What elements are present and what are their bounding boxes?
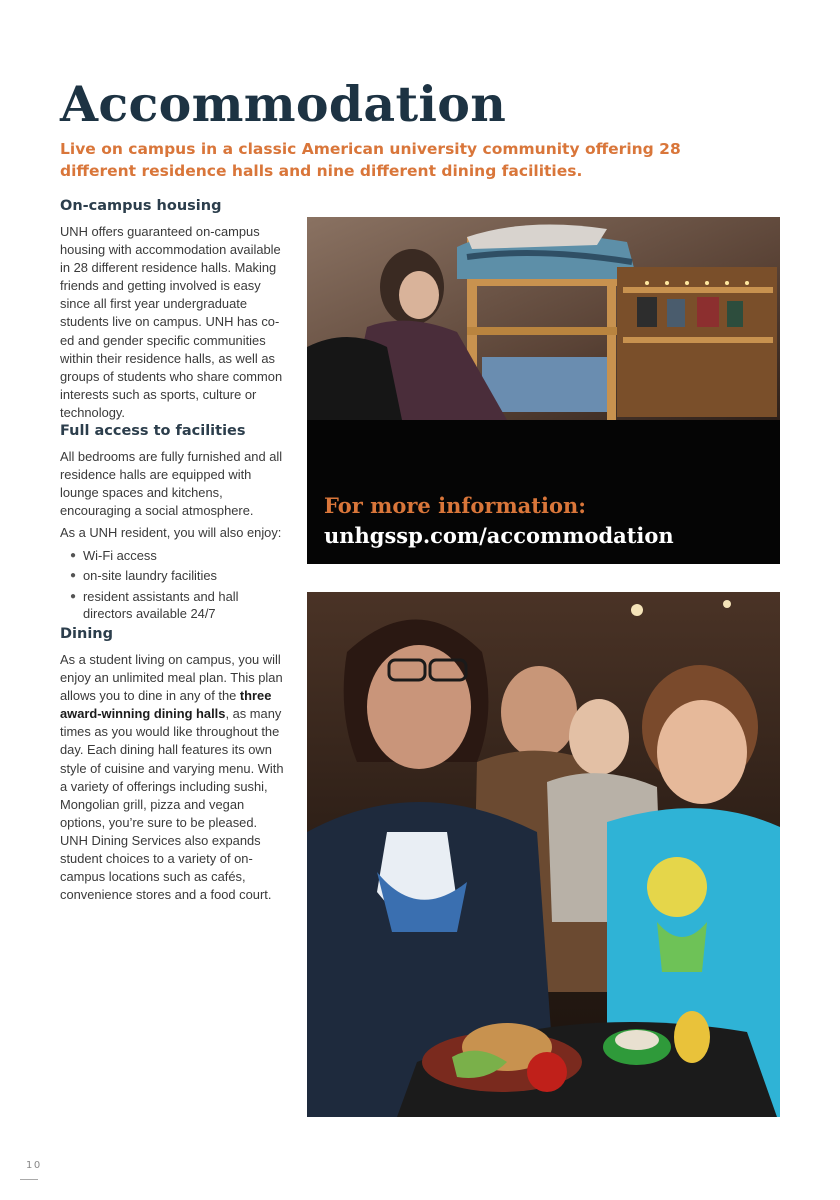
- list-item: [70, 588, 285, 622]
- bullet-icon: ●: [70, 549, 77, 561]
- facilities-intro: As a UNH resident, you will also enjoy:: [60, 525, 282, 541]
- list-item: [70, 547, 285, 564]
- page-subtitle: Live on campus in a classic American university community offering 28 different residence halls and nine different dining facilities.: [60, 140, 681, 180]
- facilities-list: [60, 547, 285, 622]
- dining-body-end: , as many times as you would like throughout the day. Each dining hall features its own style of cuisine and varying menu. With a variety of offerings including sushi, Mongolian grill, pizza and vegan options, you’re sure to be pleased. UNH Dining Services also expands student choices to a variety of on-campus locations such as cafés, convenience stores and a food court.: [60, 706, 284, 903]
- more-info-label: For more information:: [324, 493, 586, 518]
- dining-body: [60, 651, 285, 904]
- bullet-icon: ●: [70, 590, 77, 602]
- list-item-text: Wi-Fi access: [83, 547, 157, 563]
- housing-heading: On-campus housing: [60, 198, 222, 214]
- page-number: 10: [26, 1160, 42, 1171]
- dining-hall-photo: [307, 592, 780, 1117]
- dorm-room-photo: [307, 217, 780, 420]
- page-number-rule: [20, 1179, 38, 1180]
- dining-heading: Dining: [60, 626, 114, 642]
- list-item: [70, 567, 285, 584]
- bullet-icon: ●: [70, 570, 77, 581]
- facilities-heading: Full access to facilities: [60, 423, 246, 440]
- dining-body-start: As a student living on campus, you will enjoy an unlimited meal plan. This plan allows you to dine in any of the: [60, 652, 283, 704]
- text-column: [60, 197, 285, 904]
- page-title: Accommodation: [60, 75, 507, 133]
- facilities-body: All bedrooms are fully furnished and all residence halls are equipped with lounge spaces and kitchens, encouraging a social atmosphere.: [60, 449, 283, 519]
- list-item-text: resident assistants and hall directors available 24/7: [83, 588, 239, 621]
- dining-body-emphasis: three award-winning dining halls: [60, 688, 272, 722]
- more-info-url[interactable]: unhgssp.com/accommodation: [324, 523, 674, 548]
- list-item-text: on-site laundry facilities: [83, 568, 217, 583]
- housing-body: UNH offers guaranteed on-campus housing with accommodation available in 28 different residence halls. Making friends and getting involved is easy since all first year undergraduate students live on campus. UNH has co-ed and gender specific communities within their residence halls, as well as groups of students who share common interests such as sports, culture or technology.: [60, 224, 283, 420]
- more-info-box: [307, 420, 780, 564]
